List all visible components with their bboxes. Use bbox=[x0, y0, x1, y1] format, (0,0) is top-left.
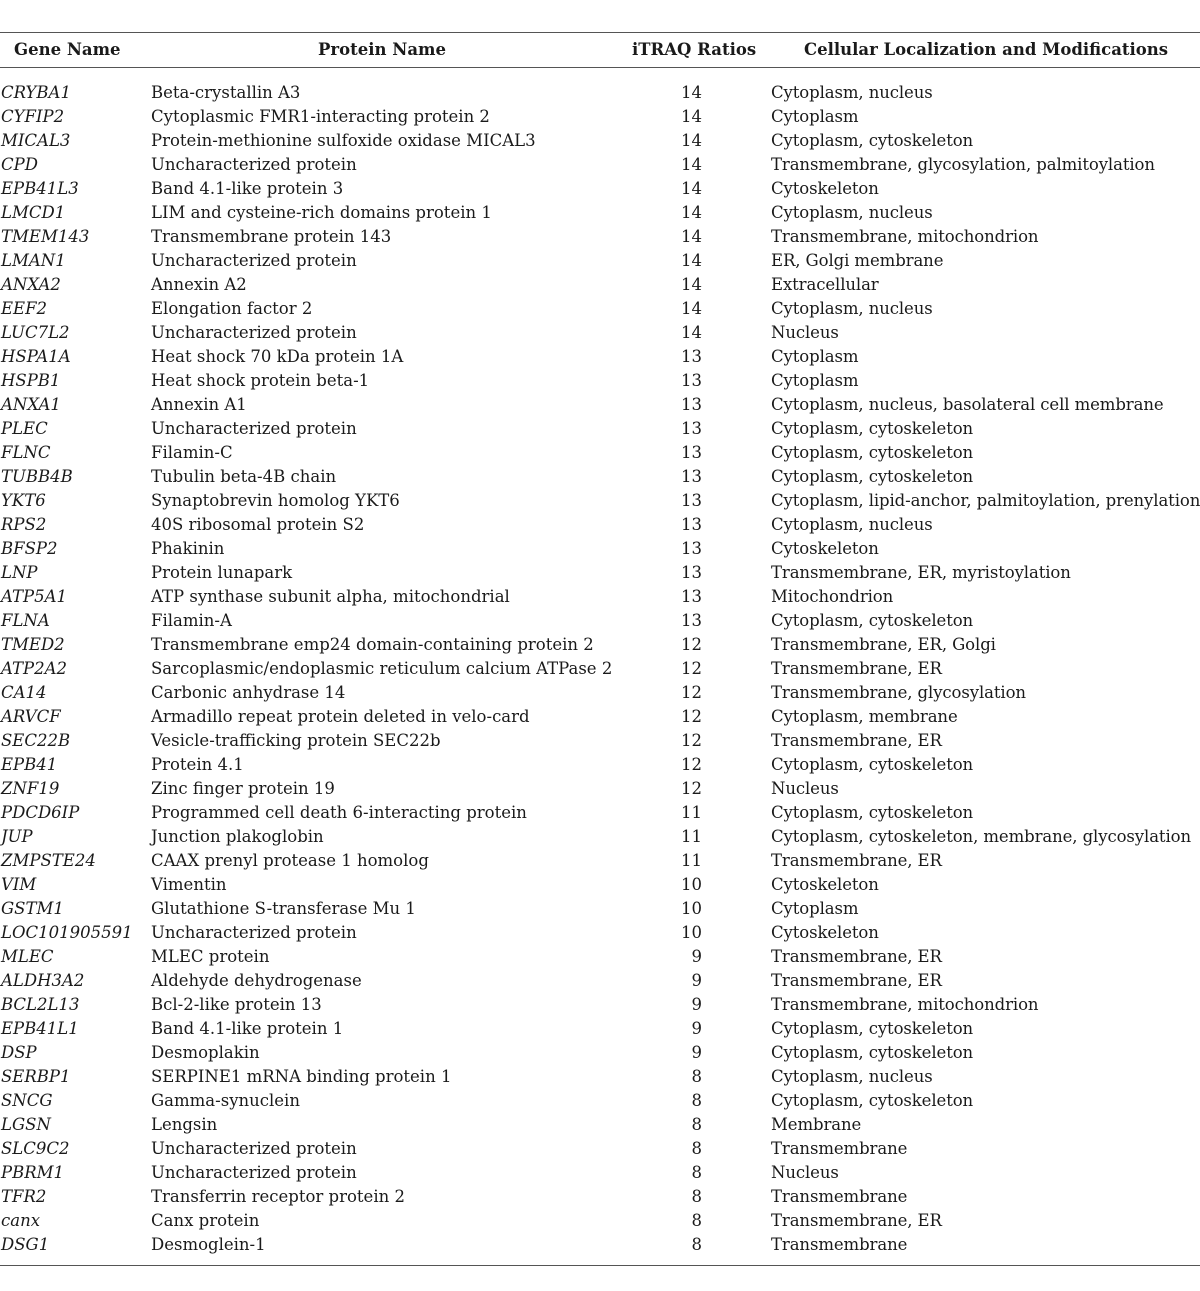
cell-itraq-ratio: 8 bbox=[691, 1163, 702, 1182]
cell-gene-name: CPD bbox=[1, 155, 38, 174]
table-row bbox=[0, 873, 1200, 897]
cell-gene-name: JUP bbox=[1, 827, 33, 846]
header-gene-name: Gene Name bbox=[14, 40, 121, 59]
cell-protein-name: Uncharacterized protein bbox=[151, 419, 357, 438]
cell-gene-name: CYFIP2 bbox=[1, 107, 65, 126]
cell-protein-name: Uncharacterized protein bbox=[151, 155, 357, 174]
cell-localization: Transmembrane, ER bbox=[771, 851, 942, 870]
table-row bbox=[0, 513, 1200, 537]
cell-localization: Cytoplasm, cytoskeleton, membrane, glycosylation bbox=[771, 827, 1192, 846]
cell-gene-name: FLNA bbox=[1, 611, 50, 630]
table-row bbox=[0, 249, 1200, 273]
cell-localization: Nucleus bbox=[771, 323, 839, 342]
cell-itraq-ratio: 13 bbox=[681, 395, 702, 414]
cell-itraq-ratio: 9 bbox=[691, 1019, 702, 1038]
cell-gene-name: EPB41L3 bbox=[1, 179, 79, 198]
cell-protein-name: Carbonic anhydrase 14 bbox=[151, 683, 346, 702]
table-row bbox=[0, 441, 1200, 465]
cell-protein-name: Protein lunapark bbox=[151, 563, 293, 582]
cell-protein-name: Annexin A2 bbox=[151, 275, 247, 294]
cell-protein-name: Glutathione S-transferase Mu 1 bbox=[151, 899, 416, 918]
table-row bbox=[0, 369, 1200, 393]
cell-localization: Cytoplasm, nucleus bbox=[771, 203, 933, 222]
cell-itraq-ratio: 14 bbox=[681, 83, 702, 102]
table-row bbox=[0, 1185, 1200, 1209]
cell-protein-name: Heat shock protein beta-1 bbox=[151, 371, 370, 390]
table-row bbox=[0, 537, 1200, 561]
cell-protein-name: Band 4.1-like protein 3 bbox=[151, 179, 344, 198]
cell-itraq-ratio: 14 bbox=[681, 131, 702, 150]
header-itraq-ratios: iTRAQ Ratios bbox=[632, 40, 757, 59]
cell-protein-name: Annexin A1 bbox=[151, 395, 247, 414]
cell-itraq-ratio: 10 bbox=[681, 899, 702, 918]
header-protein-name: Protein Name bbox=[318, 40, 446, 59]
cell-gene-name: YKT6 bbox=[1, 491, 46, 510]
table-row bbox=[0, 81, 1200, 105]
cell-localization: Cytoplasm, cytoskeleton bbox=[771, 755, 974, 774]
table-row bbox=[0, 129, 1200, 153]
cell-protein-name: Vesicle-trafficking protein SEC22b bbox=[151, 731, 441, 750]
cell-protein-name: 40S ribosomal protein S2 bbox=[151, 515, 365, 534]
cell-localization: Cytoplasm, lipid-anchor, palmitoylation, prenylation bbox=[771, 491, 1200, 510]
cell-itraq-ratio: 11 bbox=[681, 803, 702, 822]
cell-protein-name: Desmoglein-1 bbox=[151, 1235, 266, 1254]
table-row bbox=[0, 753, 1200, 777]
cell-gene-name: LOC101905591 bbox=[1, 923, 133, 942]
cell-itraq-ratio: 11 bbox=[681, 827, 702, 846]
cell-itraq-ratio: 13 bbox=[681, 587, 702, 606]
table-row bbox=[0, 921, 1200, 945]
cell-gene-name: DSG1 bbox=[1, 1235, 50, 1254]
cell-gene-name: DSP bbox=[1, 1043, 37, 1062]
cell-localization: Cytoplasm, cytoskeleton bbox=[771, 443, 974, 462]
cell-gene-name: RPS2 bbox=[1, 515, 47, 534]
cell-localization: Cytoskeleton bbox=[771, 539, 879, 558]
table-row bbox=[0, 561, 1200, 585]
cell-gene-name: ZMPSTE24 bbox=[1, 851, 96, 870]
cell-protein-name: Vimentin bbox=[151, 875, 227, 894]
cell-localization: Cytoplasm bbox=[771, 899, 859, 918]
cell-protein-name: Zinc finger protein 19 bbox=[151, 779, 335, 798]
cell-protein-name: Uncharacterized protein bbox=[151, 323, 357, 342]
table-row bbox=[0, 657, 1200, 681]
table-header bbox=[0, 32, 1200, 67]
cell-gene-name: TUBB4B bbox=[1, 467, 73, 486]
cell-itraq-ratio: 13 bbox=[681, 611, 702, 630]
cell-itraq-ratio: 8 bbox=[691, 1115, 702, 1134]
cell-protein-name: Gamma-synuclein bbox=[151, 1091, 300, 1110]
table-row bbox=[0, 969, 1200, 993]
cell-localization: Transmembrane, ER bbox=[771, 971, 942, 990]
cell-localization: Cytoplasm, nucleus bbox=[771, 1067, 933, 1086]
cell-gene-name: SLC9C2 bbox=[1, 1139, 70, 1158]
cell-itraq-ratio: 8 bbox=[691, 1211, 702, 1230]
cell-itraq-ratio: 14 bbox=[681, 107, 702, 126]
cell-itraq-ratio: 10 bbox=[681, 923, 702, 942]
table-row bbox=[0, 321, 1200, 345]
cell-protein-name: Canx protein bbox=[151, 1211, 260, 1230]
table-row bbox=[0, 177, 1200, 201]
cell-localization: Transmembrane bbox=[771, 1235, 908, 1254]
table-row bbox=[0, 1089, 1200, 1113]
cell-protein-name: MLEC protein bbox=[151, 947, 270, 966]
cell-gene-name: FLNC bbox=[1, 443, 51, 462]
cell-gene-name: LUC7L2 bbox=[1, 323, 70, 342]
cell-gene-name: MLEC bbox=[1, 947, 54, 966]
cell-localization: Transmembrane bbox=[771, 1187, 908, 1206]
cell-protein-name: Sarcoplasmic/endoplasmic reticulum calcium ATPase 2 bbox=[151, 659, 613, 678]
cell-localization: Transmembrane, mitochondrion bbox=[771, 995, 1039, 1014]
table-row bbox=[0, 1113, 1200, 1137]
cell-itraq-ratio: 8 bbox=[691, 1091, 702, 1110]
cell-gene-name: ZNF19 bbox=[1, 779, 60, 798]
cell-itraq-ratio: 9 bbox=[691, 947, 702, 966]
cell-gene-name: BCL2L13 bbox=[1, 995, 80, 1014]
cell-localization: Cytoplasm, cytoskeleton bbox=[771, 1019, 974, 1038]
cell-gene-name: ATP2A2 bbox=[1, 659, 68, 678]
cell-gene-name: EEF2 bbox=[1, 299, 48, 318]
cell-gene-name: TMED2 bbox=[1, 635, 65, 654]
cell-gene-name: ANXA2 bbox=[1, 275, 61, 294]
cell-localization: Membrane bbox=[771, 1115, 862, 1134]
cell-protein-name: Lengsin bbox=[151, 1115, 218, 1134]
table-row bbox=[0, 345, 1200, 369]
cell-protein-name: Elongation factor 2 bbox=[151, 299, 313, 318]
cell-itraq-ratio: 14 bbox=[681, 155, 702, 174]
cell-gene-name: MICAL3 bbox=[1, 131, 71, 150]
cell-gene-name: PDCD6IP bbox=[1, 803, 80, 822]
cell-localization: Cytoplasm, cytoskeleton bbox=[771, 1091, 974, 1110]
cell-gene-name: GSTM1 bbox=[1, 899, 64, 918]
cell-protein-name: Filamin-A bbox=[151, 611, 232, 630]
cell-localization: Cytoplasm, cytoskeleton bbox=[771, 419, 974, 438]
cell-itraq-ratio: 13 bbox=[681, 563, 702, 582]
cell-protein-name: Protein 4.1 bbox=[151, 755, 244, 774]
cell-protein-name: CAAX prenyl protease 1 homolog bbox=[151, 851, 429, 870]
cell-itraq-ratio: 12 bbox=[681, 683, 702, 702]
table-row bbox=[0, 849, 1200, 873]
cell-itraq-ratio: 12 bbox=[681, 707, 702, 726]
cell-itraq-ratio: 8 bbox=[691, 1187, 702, 1206]
cell-itraq-ratio: 14 bbox=[681, 299, 702, 318]
cell-localization: Cytoplasm, nucleus bbox=[771, 299, 933, 318]
cell-protein-name: Phakinin bbox=[151, 539, 225, 558]
cell-protein-name: Heat shock 70 kDa protein 1A bbox=[151, 347, 404, 366]
cell-itraq-ratio: 8 bbox=[691, 1139, 702, 1158]
cell-gene-name: LGSN bbox=[1, 1115, 51, 1134]
table-row bbox=[0, 729, 1200, 753]
cell-gene-name: TMEM143 bbox=[1, 227, 90, 246]
cell-gene-name: SNCG bbox=[1, 1091, 53, 1110]
cell-gene-name: SERBP1 bbox=[1, 1067, 71, 1086]
cell-protein-name: Transmembrane emp24 domain-containing protein 2 bbox=[151, 635, 594, 654]
cell-gene-name: EPB41 bbox=[1, 755, 58, 774]
cell-itraq-ratio: 12 bbox=[681, 635, 702, 654]
cell-gene-name: TFR2 bbox=[1, 1187, 47, 1206]
cell-protein-name: LIM and cysteine-rich domains protein 1 bbox=[151, 203, 492, 222]
table-row bbox=[0, 201, 1200, 225]
table-row bbox=[0, 801, 1200, 825]
cell-protein-name: Transmembrane protein 143 bbox=[151, 227, 392, 246]
header-cellular-localization: Cellular Localization and Modifications bbox=[804, 40, 1169, 59]
table-row bbox=[0, 897, 1200, 921]
cell-localization: ER, Golgi membrane bbox=[771, 251, 944, 270]
cell-protein-name: Transferrin receptor protein 2 bbox=[151, 1187, 405, 1206]
cell-localization: Cytoplasm bbox=[771, 371, 859, 390]
table-row bbox=[0, 417, 1200, 441]
cell-localization: Cytoplasm, membrane bbox=[771, 707, 958, 726]
cell-itraq-ratio: 13 bbox=[681, 467, 702, 486]
cell-localization: Transmembrane, glycosylation bbox=[771, 683, 1026, 702]
cell-itraq-ratio: 14 bbox=[681, 275, 702, 294]
cell-itraq-ratio: 13 bbox=[681, 491, 702, 510]
cell-gene-name: LMCD1 bbox=[1, 203, 66, 222]
cell-localization: Transmembrane bbox=[771, 1139, 908, 1158]
cell-localization: Cytoplasm, cytoskeleton bbox=[771, 467, 974, 486]
table-row bbox=[0, 825, 1200, 849]
cell-protein-name: Uncharacterized protein bbox=[151, 1163, 357, 1182]
cell-gene-name: HSPA1A bbox=[1, 347, 71, 366]
cell-protein-name: Uncharacterized protein bbox=[151, 923, 357, 942]
cell-protein-name: Beta-crystallin A3 bbox=[151, 83, 301, 102]
cell-itraq-ratio: 12 bbox=[681, 659, 702, 678]
cell-protein-name: Bcl-2-like protein 13 bbox=[151, 995, 322, 1014]
cell-itraq-ratio: 13 bbox=[681, 371, 702, 390]
table-row bbox=[0, 1161, 1200, 1185]
cell-localization: Transmembrane, ER bbox=[771, 659, 942, 678]
table-row bbox=[0, 489, 1200, 513]
cell-localization: Cytoplasm, nucleus bbox=[771, 515, 933, 534]
cell-protein-name: ATP synthase subunit alpha, mitochondrial bbox=[151, 587, 510, 606]
table-row bbox=[0, 465, 1200, 489]
cell-itraq-ratio: 13 bbox=[681, 539, 702, 558]
table-row bbox=[0, 273, 1200, 297]
cell-localization: Cytoplasm, nucleus, basolateral cell membrane bbox=[771, 395, 1164, 414]
cell-gene-name: PBRM1 bbox=[1, 1163, 65, 1182]
cell-itraq-ratio: 12 bbox=[681, 779, 702, 798]
cell-itraq-ratio: 14 bbox=[681, 323, 702, 342]
cell-protein-name: Junction plakoglobin bbox=[151, 827, 324, 846]
cell-itraq-ratio: 14 bbox=[681, 179, 702, 198]
cell-gene-name: LMAN1 bbox=[1, 251, 66, 270]
cell-protein-name: Band 4.1-like protein 1 bbox=[151, 1019, 344, 1038]
cell-gene-name: LNP bbox=[1, 563, 38, 582]
table-row bbox=[0, 1017, 1200, 1041]
cell-protein-name: Uncharacterized protein bbox=[151, 1139, 357, 1158]
cell-itraq-ratio: 14 bbox=[681, 203, 702, 222]
table-row bbox=[0, 225, 1200, 249]
table-row bbox=[0, 681, 1200, 705]
table-row bbox=[0, 105, 1200, 129]
cell-gene-name: CRYBA1 bbox=[1, 83, 71, 102]
cell-itraq-ratio: 14 bbox=[681, 227, 702, 246]
cell-protein-name: Aldehyde dehydrogenase bbox=[151, 971, 362, 990]
cell-localization: Cytoplasm bbox=[771, 347, 859, 366]
cell-itraq-ratio: 12 bbox=[681, 755, 702, 774]
table-row bbox=[0, 609, 1200, 633]
cell-protein-name: Uncharacterized protein bbox=[151, 251, 357, 270]
cell-localization: Cytoskeleton bbox=[771, 875, 879, 894]
cell-gene-name: EPB41L1 bbox=[1, 1019, 79, 1038]
table-row bbox=[0, 1209, 1200, 1233]
cell-gene-name: PLEC bbox=[1, 419, 48, 438]
cell-protein-name: SERPINE1 mRNA binding protein 1 bbox=[151, 1067, 452, 1086]
table-row bbox=[0, 1041, 1200, 1065]
cell-protein-name: Armadillo repeat protein deleted in velo-card bbox=[151, 707, 530, 726]
table-row bbox=[0, 945, 1200, 969]
cell-localization: Cytoskeleton bbox=[771, 923, 879, 942]
cell-protein-name: Tubulin beta-4B chain bbox=[151, 467, 337, 486]
cell-gene-name: ANXA1 bbox=[1, 395, 61, 414]
cell-itraq-ratio: 11 bbox=[681, 851, 702, 870]
table-row bbox=[0, 153, 1200, 177]
cell-gene-name: SEC22B bbox=[1, 731, 71, 750]
table-row bbox=[0, 1233, 1200, 1257]
cell-itraq-ratio: 10 bbox=[681, 875, 702, 894]
cell-localization: Cytoplasm, cytoskeleton bbox=[771, 611, 974, 630]
table-row bbox=[0, 705, 1200, 729]
cell-gene-name: BFSP2 bbox=[1, 539, 58, 558]
table-body bbox=[0, 81, 1200, 1257]
table-row bbox=[0, 393, 1200, 417]
cell-localization: Transmembrane, ER bbox=[771, 731, 942, 750]
cell-localization: Cytoplasm, cytoskeleton bbox=[771, 1043, 974, 1062]
cell-itraq-ratio: 13 bbox=[681, 515, 702, 534]
cell-localization: Cytoplasm, nucleus bbox=[771, 83, 933, 102]
cell-localization: Transmembrane, ER bbox=[771, 1211, 942, 1230]
cell-itraq-ratio: 9 bbox=[691, 995, 702, 1014]
cell-protein-name: Cytoplasmic FMR1-interacting protein 2 bbox=[151, 107, 490, 126]
cell-localization: Cytoplasm bbox=[771, 107, 859, 126]
cell-localization: Cytoskeleton bbox=[771, 179, 879, 198]
table-row bbox=[0, 993, 1200, 1017]
cell-itraq-ratio: 8 bbox=[691, 1067, 702, 1086]
cell-gene-name: ATP5A1 bbox=[1, 587, 68, 606]
cell-localization: Nucleus bbox=[771, 1163, 839, 1182]
cell-gene-name: VIM bbox=[1, 875, 37, 894]
cell-localization: Transmembrane, ER, Golgi bbox=[771, 635, 996, 654]
cell-localization: Transmembrane, ER, myristoylation bbox=[771, 563, 1071, 582]
cell-protein-name: Synaptobrevin homolog YKT6 bbox=[151, 491, 400, 510]
cell-itraq-ratio: 13 bbox=[681, 347, 702, 366]
cell-itraq-ratio: 13 bbox=[681, 419, 702, 438]
table-row bbox=[0, 777, 1200, 801]
cell-gene-name: ALDH3A2 bbox=[1, 971, 85, 990]
cell-localization: Cytoplasm, cytoskeleton bbox=[771, 803, 974, 822]
cell-localization: Transmembrane, mitochondrion bbox=[771, 227, 1039, 246]
cell-itraq-ratio: 9 bbox=[691, 971, 702, 990]
table-row bbox=[0, 1065, 1200, 1089]
cell-localization: Cytoplasm, cytoskeleton bbox=[771, 131, 974, 150]
cell-gene-name: canx bbox=[1, 1211, 41, 1230]
cell-itraq-ratio: 8 bbox=[691, 1235, 702, 1254]
cell-itraq-ratio: 14 bbox=[681, 251, 702, 270]
table-row bbox=[0, 633, 1200, 657]
cell-gene-name: HSPB1 bbox=[1, 371, 61, 390]
table-row bbox=[0, 585, 1200, 609]
cell-itraq-ratio: 12 bbox=[681, 731, 702, 750]
cell-localization: Transmembrane, glycosylation, palmitoylation bbox=[771, 155, 1155, 174]
cell-localization: Transmembrane, ER bbox=[771, 947, 942, 966]
table-row bbox=[0, 1137, 1200, 1161]
cell-gene-name: CA14 bbox=[1, 683, 47, 702]
cell-itraq-ratio: 13 bbox=[681, 443, 702, 462]
table-row bbox=[0, 297, 1200, 321]
cell-itraq-ratio: 9 bbox=[691, 1043, 702, 1062]
cell-protein-name: Filamin-C bbox=[151, 443, 233, 462]
cell-protein-name: Desmoplakin bbox=[151, 1043, 260, 1062]
cell-localization: Nucleus bbox=[771, 779, 839, 798]
cell-protein-name: Programmed cell death 6-interacting protein bbox=[151, 803, 527, 822]
cell-localization: Extracellular bbox=[771, 275, 879, 294]
cell-localization: Mitochondrion bbox=[771, 587, 894, 606]
cell-protein-name: Protein-methionine sulfoxide oxidase MICAL3 bbox=[151, 131, 536, 150]
table-header-rule bbox=[0, 67, 1200, 68]
cell-gene-name: ARVCF bbox=[1, 707, 61, 726]
table-bottom-rule bbox=[0, 1265, 1200, 1266]
